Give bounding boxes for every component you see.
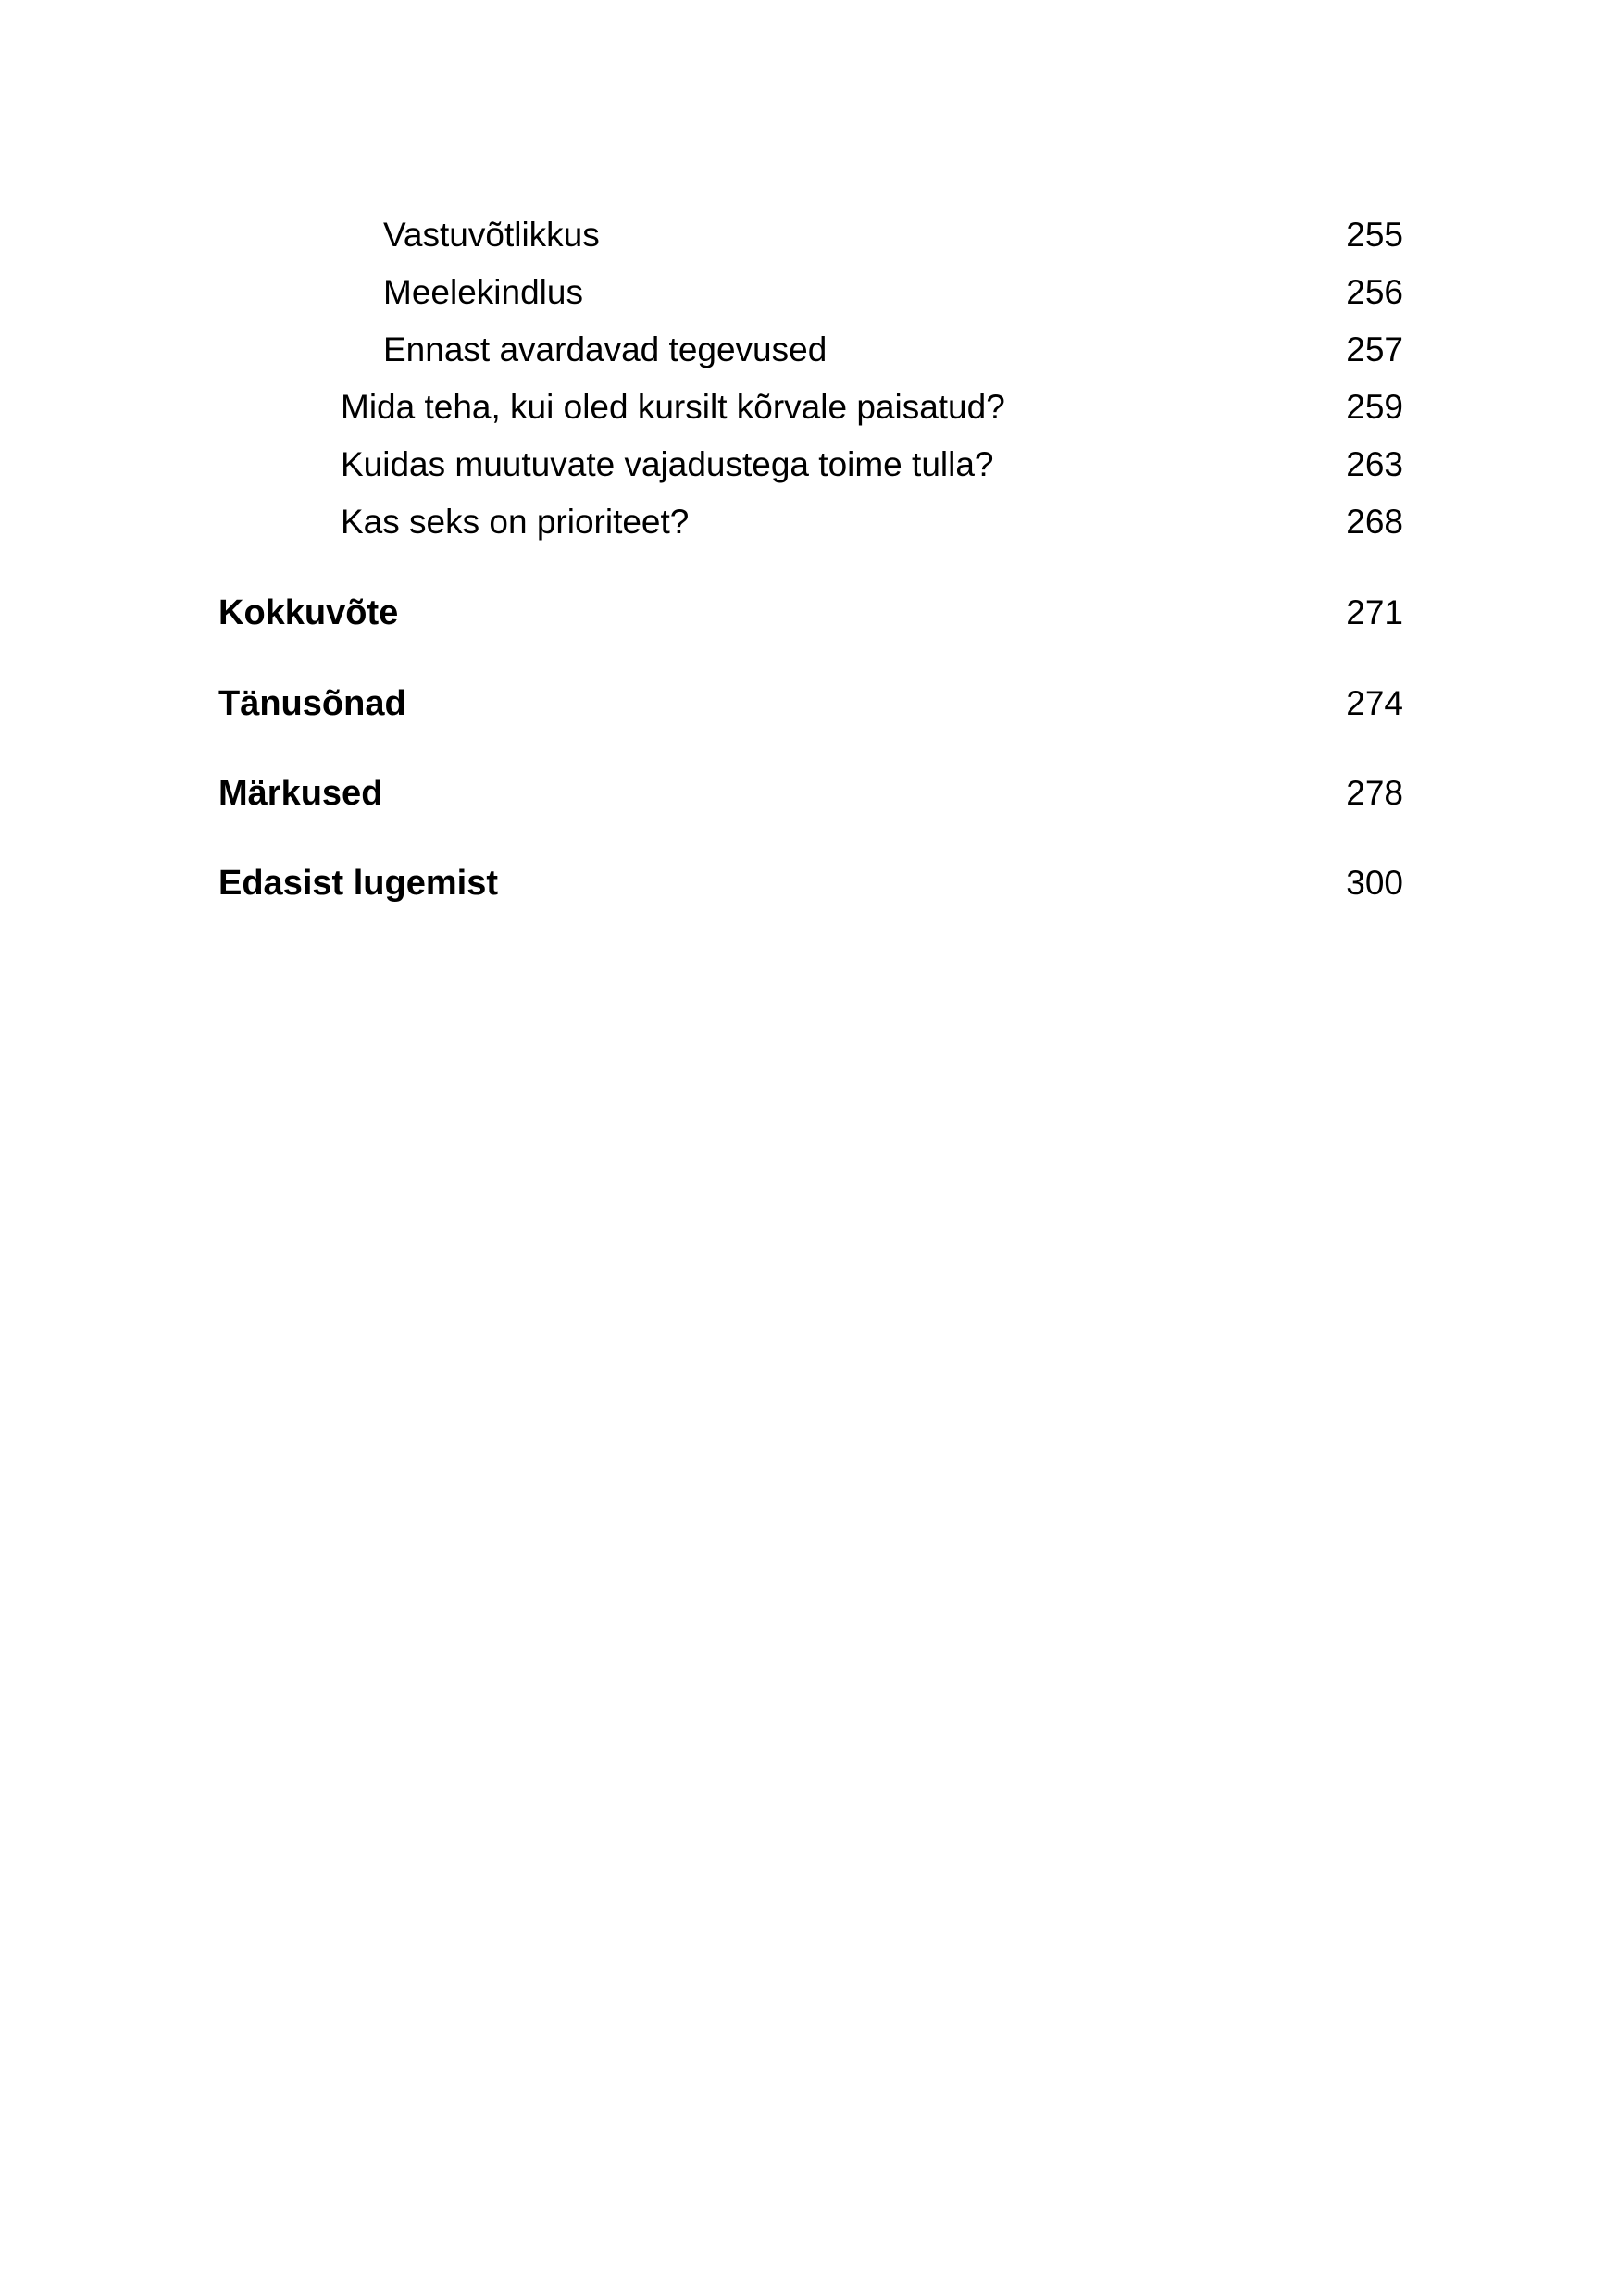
toc-entry-page: 263 xyxy=(1346,445,1403,483)
toc-chapter-page: 271 xyxy=(1346,593,1403,631)
toc-chapter xyxy=(0,766,1618,821)
toc-entry-page: 268 xyxy=(1346,503,1403,541)
toc-chapter xyxy=(0,585,1618,641)
toc-entry xyxy=(0,265,1618,320)
toc-chapter-title: Edasist lugemist xyxy=(218,864,498,903)
toc-chapter xyxy=(0,855,1618,911)
toc-entry-title: Mida teha, kui oled kursilt kõrvale paisatud? xyxy=(341,388,1005,426)
toc-entry-title: Kas seks on prioriteet? xyxy=(341,503,690,541)
toc-entry-page: 256 xyxy=(1346,273,1403,311)
toc-chapter-title: Kokkuvõte xyxy=(218,593,399,632)
toc-chapter-title: Tänusõnad xyxy=(218,684,406,723)
toc-entry-page: 257 xyxy=(1346,331,1403,368)
toc-chapter-page: 274 xyxy=(1346,684,1403,722)
toc-entry-page: 255 xyxy=(1346,216,1403,254)
toc-chapter-title: Märkused xyxy=(218,774,383,813)
toc-chapter-page: 278 xyxy=(1346,774,1403,812)
toc-entry xyxy=(0,380,1618,435)
toc-entry-title: Meelekindlus xyxy=(383,273,583,311)
toc-chapter xyxy=(0,676,1618,731)
toc-entry-page: 259 xyxy=(1346,388,1403,426)
toc-entry xyxy=(0,494,1618,550)
toc-entry xyxy=(0,207,1618,263)
toc-entry-title: Ennast avardavad tegevused xyxy=(383,331,828,368)
toc-entry-title: Kuidas muutuvate vajadustega toime tulla? xyxy=(341,445,994,483)
toc-entry xyxy=(0,437,1618,493)
toc-entry-title: Vastuvõtlikkus xyxy=(383,216,600,254)
toc-entry xyxy=(0,322,1618,378)
toc-chapter-page: 300 xyxy=(1346,864,1403,902)
